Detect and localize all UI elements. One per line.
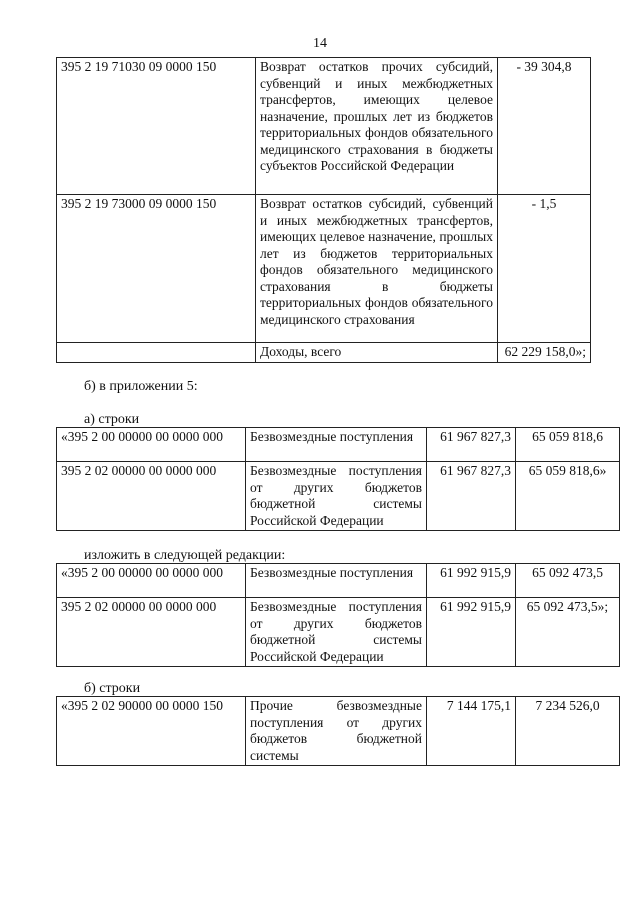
- description-cell: Безвозмездные поступления: [246, 428, 427, 462]
- code-cell: 395 2 02 00000 00 0000 000: [57, 462, 246, 531]
- value-cell: 7 234 526,0: [516, 697, 620, 766]
- code-cell: 395 2 19 71030 09 0000 150: [57, 58, 256, 195]
- value-cell: 65 059 818,6»: [516, 462, 620, 531]
- code-cell: 395 2 19 73000 09 0000 150: [57, 195, 256, 343]
- income-table-new: [56, 563, 620, 667]
- code-cell: «395 2 00 00000 00 0000 000: [57, 564, 246, 598]
- value-cell: - 1,5: [498, 195, 591, 343]
- value-cell: 7 144 175,1: [427, 697, 516, 766]
- table-row: [57, 343, 591, 363]
- table-row: [57, 697, 620, 766]
- description-cell: Безвозмездные поступления от других бюджетов бюджетной системы Российской Федерации: [246, 462, 427, 531]
- description-cell: Безвозмездные поступления: [246, 564, 427, 598]
- table-row: [57, 462, 620, 531]
- table-row: [57, 58, 591, 195]
- code-cell: «395 2 02 90000 00 0000 150: [57, 697, 246, 766]
- table-row: [57, 195, 591, 343]
- returns-table: [56, 57, 591, 363]
- value-cell: 65 092 473,5: [516, 564, 620, 598]
- value-cell: 61 967 827,3: [427, 428, 516, 462]
- table-row: [57, 564, 620, 598]
- code-cell: «395 2 00 00000 00 0000 000: [57, 428, 246, 462]
- description-cell: Возврат остатков субсидий, субвенций и иных межбюджетных трансфертов, имеющих целевое назначение, прошлых лет из бюджетов территориальных фондов обязательного медицинского страхования в бюджеты территориальных фондов обязательного медицинского страхования: [256, 195, 498, 343]
- subsection-heading: а) строки: [84, 412, 140, 427]
- section-heading: б) в приложении 5:: [84, 379, 198, 394]
- description-cell: Возврат остатков прочих субсидий, субвенций и иных межбюджетных трансфертов, имеющих целевое назначение, прошлых лет из бюджетов территориальных фондов обязательного медицинского страхования в бюджеты субъектов Российской Федерации: [256, 58, 498, 195]
- value-cell: 61 992 915,9: [427, 598, 516, 667]
- value-cell: - 39 304,8: [498, 58, 591, 195]
- instruction-text: изложить в следующей редакции:: [84, 548, 286, 563]
- code-cell: [57, 343, 256, 363]
- income-table-old: [56, 427, 620, 531]
- value-cell: 61 967 827,3: [427, 462, 516, 531]
- description-cell: Безвозмездные поступления от других бюджетов бюджетной системы Российской Федерации: [246, 598, 427, 667]
- value-cell: 61 992 915,9: [427, 564, 516, 598]
- description-cell: Прочие безвозмездные поступления от других бюджетов бюджетной системы: [246, 697, 427, 766]
- table-row: [57, 428, 620, 462]
- page-number: 14: [313, 36, 327, 51]
- other-income-table: [56, 696, 620, 766]
- description-cell: Доходы, всего: [256, 343, 498, 363]
- value-cell: 65 059 818,6: [516, 428, 620, 462]
- value-cell: 65 092 473,5»;: [516, 598, 620, 667]
- table-row: [57, 598, 620, 667]
- value-cell: 62 229 158,0»;: [498, 343, 591, 363]
- code-cell: 395 2 02 00000 00 0000 000: [57, 598, 246, 667]
- subsection-heading: б) строки: [84, 681, 141, 696]
